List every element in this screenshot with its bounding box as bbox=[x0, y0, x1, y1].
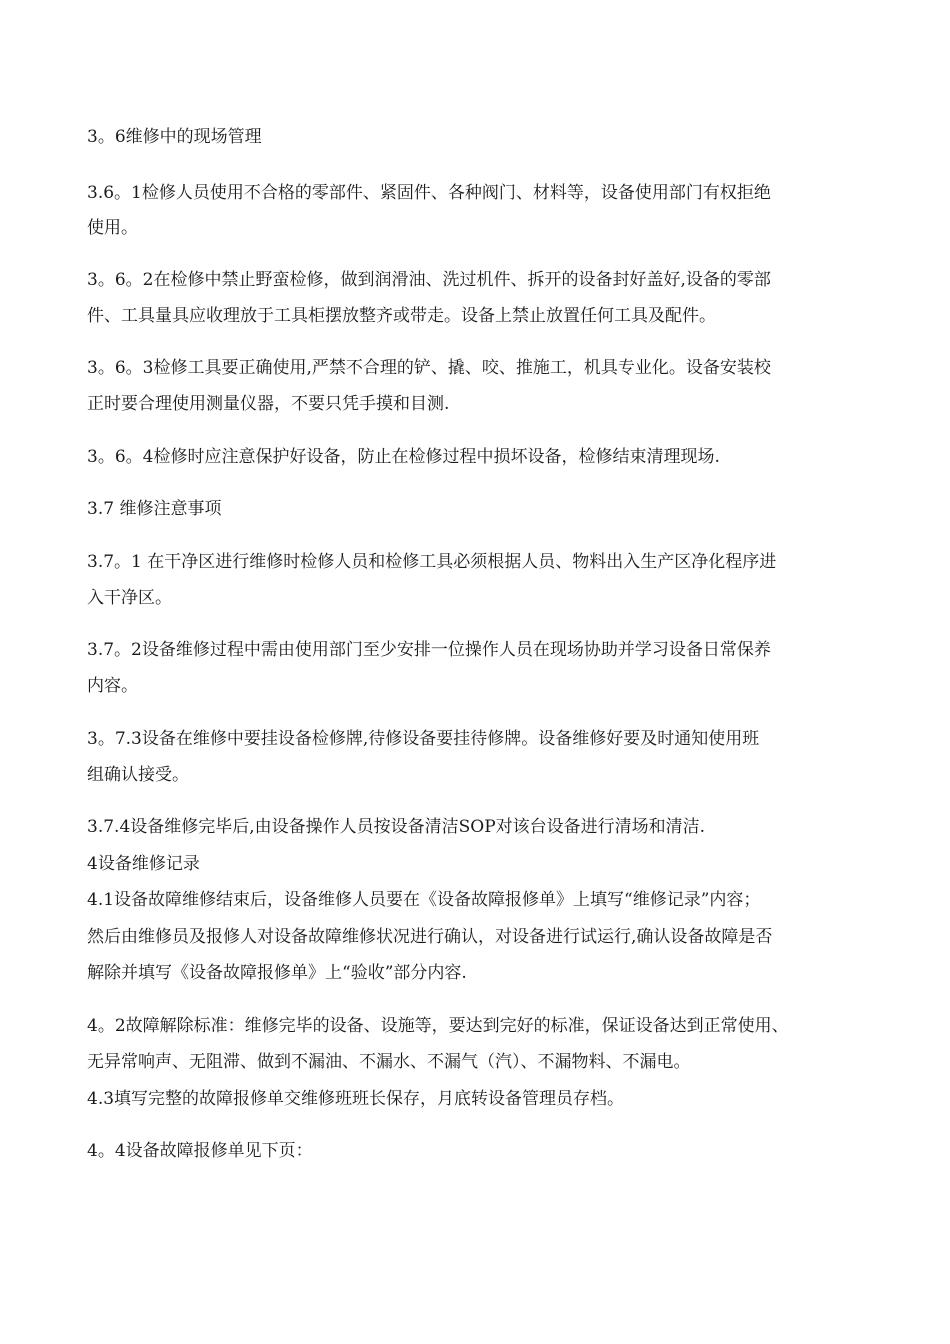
paragraph-3-7-4: 3.7.4设备维修完毕后,由设备操作人员按设备清洁SOP对该台设备进行清场和清洁. bbox=[87, 817, 706, 837]
heading-3-7: 3.7 维修注意事项 bbox=[87, 499, 222, 519]
paragraph-4-3: 4.3填写完整的故障报修单交维修班班长保存，月底转设备管理员存档。 bbox=[87, 1089, 625, 1109]
paragraph-3-6-3-line-2: 正时要合理使用测量仪器，不要只凭手摸和目测. bbox=[87, 394, 450, 414]
paragraph-3-7-2-line-2: 内容。 bbox=[87, 676, 138, 696]
paragraph-3-7-2-line-1: 3.7。2设备维修过程中需由使用部门至少安排一位操作人员在现场协助并学习设备日常保养 bbox=[87, 640, 771, 660]
paragraph-4-1-line-3: 解除并填写《设备故障报修单》上“验收”部分内容. bbox=[87, 963, 467, 983]
paragraph-3-6-1-line-2: 使用。 bbox=[87, 218, 138, 238]
paragraph-3-7-3-line-1: 3。7.3设备在维修中要挂设备检修牌,待修设备要挂待修牌。设备维修好要及时通知使用班 bbox=[87, 729, 760, 749]
paragraph-4-1-line-1: 4.1设备故障维修结束后，设备维修人员要在《设备故障报修单》上填写“维修记录”内容； bbox=[87, 890, 761, 910]
paragraph-3-6-2-line-2: 件、工具量具应收理放于工具柜摆放整齐或带走。设备上禁止放置任何工具及配件。 bbox=[87, 306, 716, 326]
paragraph-3-7-1-line-2: 入干净区。 bbox=[87, 588, 172, 608]
paragraph-4-4: 4。4设备故障报修单见下页： bbox=[87, 1141, 313, 1161]
paragraph-3-6-3-line-1: 3。6。3检修工具要正确使用,严禁不合理的铲、撬、咬、推施工，机具专业化。设备安装校 bbox=[87, 358, 771, 378]
paragraph-3-6-1-line-1: 3.6。1检修人员使用不合格的零部件、紧固件、各种阀门、材料等，设备使用部门有权拒绝 bbox=[87, 183, 771, 203]
paragraph-4-1-line-2: 然后由维修员及报修人对设备故障维修状况进行确认，对设备进行试运行,确认设备故障是否 bbox=[87, 927, 773, 947]
heading-4: 4设备维修记录 bbox=[87, 854, 200, 874]
paragraph-3-6-4: 3。6。4检修时应注意保护好设备，防止在检修过程中损坏设备，检修结束清理现场. bbox=[87, 447, 720, 467]
paragraph-3-6-2-line-1: 3。6。2在检修中禁止野蛮检修，做到润滑油、洗过机件、拆开的设备封好盖好,设备的零部 bbox=[87, 270, 771, 290]
paragraph-3-7-3-line-2: 组确认接受。 bbox=[87, 765, 189, 785]
paragraph-4-2-line-2: 无异常响声、无阻滞、做到不漏油、不漏水、不漏气（汽）、不漏物料、不漏电。 bbox=[87, 1052, 691, 1072]
paragraph-3-7-1-line-1: 3.7。1 在干净区进行维修时检修人员和检修工具必须根据人员、物料出入生产区净化程序进 bbox=[87, 552, 777, 572]
paragraph-4-2-line-1: 4。2故障解除标准：维修完毕的设备、设施等，要达到完好的标准，保证设备达到正常使用、 bbox=[87, 1016, 789, 1036]
heading-3-6: 3。6维修中的现场管理 bbox=[87, 127, 262, 147]
